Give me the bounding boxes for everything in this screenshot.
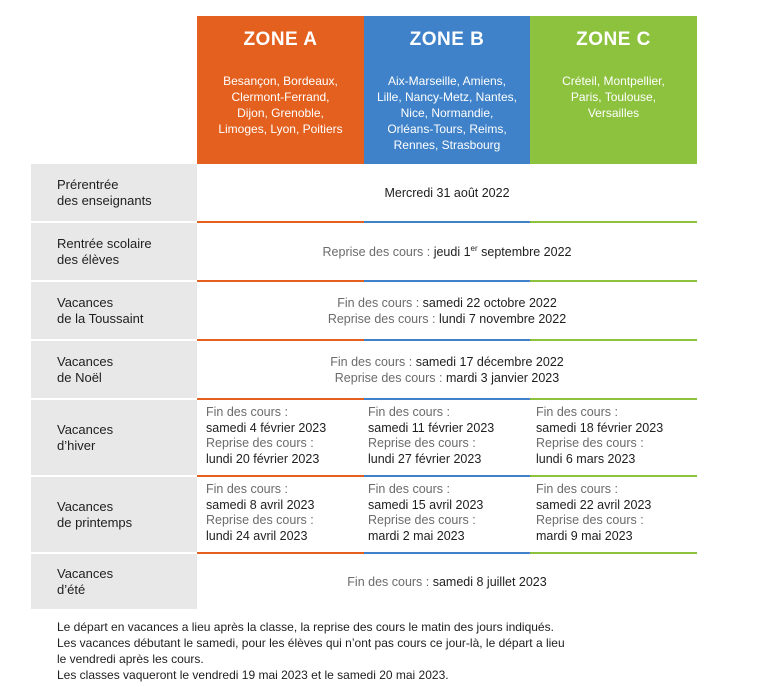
end-label: Fin des cours : <box>368 482 450 496</box>
label-line: d’hiver <box>57 437 96 453</box>
zone-c-cities <box>530 64 697 164</box>
footnote-line: le vendredi après les cours. <box>57 652 204 666</box>
label-line: Vacances <box>57 498 114 514</box>
label-line: Vacances <box>57 565 114 581</box>
separator-line <box>364 221 530 223</box>
city-line: Aix-Marseille, Amiens, <box>387 74 507 88</box>
separator-line <box>364 398 530 400</box>
separator-line <box>364 552 530 554</box>
separator-line <box>530 475 697 477</box>
label-line: de la Toussaint <box>57 310 144 326</box>
city-line: Besançon, Bordeaux, <box>223 74 338 88</box>
resume-label: Reprise des cours : <box>206 436 314 450</box>
row-label-rentree <box>31 223 197 280</box>
rentree-date-end: septembre 2022 <box>477 244 572 259</box>
city-line: Clermont-Ferrand, <box>231 90 330 104</box>
resume-date: lundi 20 février 2023 <box>206 451 320 466</box>
city-line: Versailles <box>587 106 640 120</box>
end-prefix: Fin des cours : <box>337 295 423 310</box>
separator-line <box>197 552 364 554</box>
label-line: des élèves <box>57 251 120 267</box>
cell-rentree <box>197 223 697 280</box>
resume-date: lundi 6 mars 2023 <box>536 451 636 466</box>
footnotes <box>57 619 757 683</box>
separator-line <box>364 339 530 341</box>
cell-hiver-zone-b <box>359 405 530 467</box>
toussaint-resume <box>328 311 566 327</box>
separator-line <box>530 552 697 554</box>
city-line: Rennes, Strasbourg <box>393 138 501 152</box>
cell-printemps-zone-c <box>527 482 697 544</box>
city-line: Limoges, Lyon, Poitiers <box>218 122 343 136</box>
rentree-line <box>323 244 572 260</box>
cell-printemps-zone-a <box>197 482 364 544</box>
row-label-ete <box>31 554 197 609</box>
city-line: Lille, Nancy-Metz, Nantes, <box>376 90 518 104</box>
zone-a-title: ZONE A <box>243 29 318 50</box>
label-line: de printemps <box>57 514 133 530</box>
end-label: Fin des cours : <box>536 482 618 496</box>
label-line: Rentrée scolaire <box>57 235 152 251</box>
cell-toussaint <box>197 282 697 339</box>
noel-end <box>330 354 563 370</box>
resume-date: mardi 3 janvier 2023 <box>445 370 560 385</box>
row-label-toussaint <box>31 282 197 339</box>
separator-line <box>197 475 364 477</box>
resume-label: Reprise des cours : <box>536 513 644 527</box>
rentree-prefix: Reprise des cours : <box>322 244 434 259</box>
noel-resume <box>335 370 559 386</box>
row-label-noel <box>31 341 197 398</box>
end-label: Fin des cours : <box>536 405 618 419</box>
separator-line <box>197 280 364 282</box>
cell-hiver-zone-c <box>527 405 697 467</box>
rentree-date: jeudi 1 <box>433 244 471 259</box>
end-label: Fin des cours : <box>206 482 288 496</box>
label-line: Vacances <box>57 421 114 437</box>
separator-line <box>530 280 697 282</box>
end-date: samedi 11 février 2023 <box>368 420 495 435</box>
zone-b-header <box>364 16 530 64</box>
resume-label: Reprise des cours : <box>368 513 476 527</box>
rentree-sup: er <box>470 243 478 253</box>
separator-line <box>197 221 364 223</box>
separator-line <box>197 339 364 341</box>
ete-end <box>347 574 546 590</box>
resume-prefix: Reprise des cours : <box>327 311 439 326</box>
zone-c-header <box>530 16 697 64</box>
zone-b-cities <box>364 64 530 164</box>
resume-date: lundi 24 avril 2023 <box>206 528 308 543</box>
resume-date: mardi 2 mai 2023 <box>368 528 465 543</box>
toussaint-end <box>337 295 557 311</box>
footnote-line: Les classes vaqueront le vendredi 19 mai 2023 et le samedi 20 mai 2023. <box>57 668 449 682</box>
row-label-prerentree <box>31 164 197 221</box>
end-label: Fin des cours : <box>206 405 288 419</box>
row-label-hiver <box>31 400 197 475</box>
city-line: Paris, Toulouse, <box>570 90 657 104</box>
zone-c-title: ZONE C <box>576 29 651 50</box>
end-date: samedi 4 février 2023 <box>206 420 327 435</box>
end-label: Fin des cours : <box>368 405 450 419</box>
label-line: Vacances <box>57 294 114 310</box>
prerentree-date: Mercredi 31 août 2022 <box>384 185 510 200</box>
end-prefix: Fin des cours : <box>347 574 433 589</box>
label-line: Prérentrée <box>57 176 119 192</box>
separator-line <box>530 339 697 341</box>
end-date: samedi 17 décembre 2022 <box>415 354 564 369</box>
zone-a-header <box>197 16 364 64</box>
row-label-printemps <box>31 477 197 552</box>
resume-date: lundi 27 février 2023 <box>368 451 482 466</box>
separator-line <box>530 221 697 223</box>
label-line: de Noël <box>57 369 102 385</box>
separator-line <box>364 475 530 477</box>
end-date: samedi 8 juillet 2023 <box>432 574 547 589</box>
cell-prerentree <box>197 164 697 221</box>
separator-line <box>530 398 697 400</box>
zone-b-title: ZONE B <box>409 29 485 50</box>
separator-line <box>364 280 530 282</box>
resume-prefix: Reprise des cours : <box>334 370 446 385</box>
label-line: d’été <box>57 581 86 597</box>
footnote-line: Le départ en vacances a lieu après la classe, la reprise des cours le matin des jours indiqués. <box>57 620 554 634</box>
resume-date: mardi 9 mai 2023 <box>536 528 633 543</box>
end-date: samedi 15 avril 2023 <box>368 497 484 512</box>
city-line: Orléans-Tours, Reims, <box>387 122 507 136</box>
resume-label: Reprise des cours : <box>536 436 644 450</box>
cell-noel <box>197 341 697 398</box>
resume-label: Reprise des cours : <box>206 513 314 527</box>
cell-ete <box>197 554 697 609</box>
resume-label: Reprise des cours : <box>368 436 476 450</box>
cell-printemps-zone-b <box>359 482 530 544</box>
cell-hiver-zone-a <box>197 405 364 467</box>
label-line: des enseignants <box>57 192 152 208</box>
zone-a-cities <box>197 64 364 164</box>
city-line: Créteil, Montpellier, <box>562 74 665 88</box>
end-date: samedi 8 avril 2023 <box>206 497 315 512</box>
end-prefix: Fin des cours : <box>330 354 416 369</box>
city-line: Nice, Normandie, <box>400 106 494 120</box>
footnote-line: Les vacances débutant le samedi, pour les élèves qui n’ont pas cours ce jour-là, le départ a lieu <box>57 636 565 650</box>
city-line: Dijon, Grenoble, <box>237 106 324 120</box>
end-date: samedi 18 février 2023 <box>536 420 664 435</box>
end-date: samedi 22 avril 2023 <box>536 497 652 512</box>
label-line: Vacances <box>57 353 114 369</box>
separator-line <box>197 398 364 400</box>
resume-date: lundi 7 novembre 2022 <box>438 311 567 326</box>
end-date: samedi 22 octobre 2022 <box>422 295 557 310</box>
